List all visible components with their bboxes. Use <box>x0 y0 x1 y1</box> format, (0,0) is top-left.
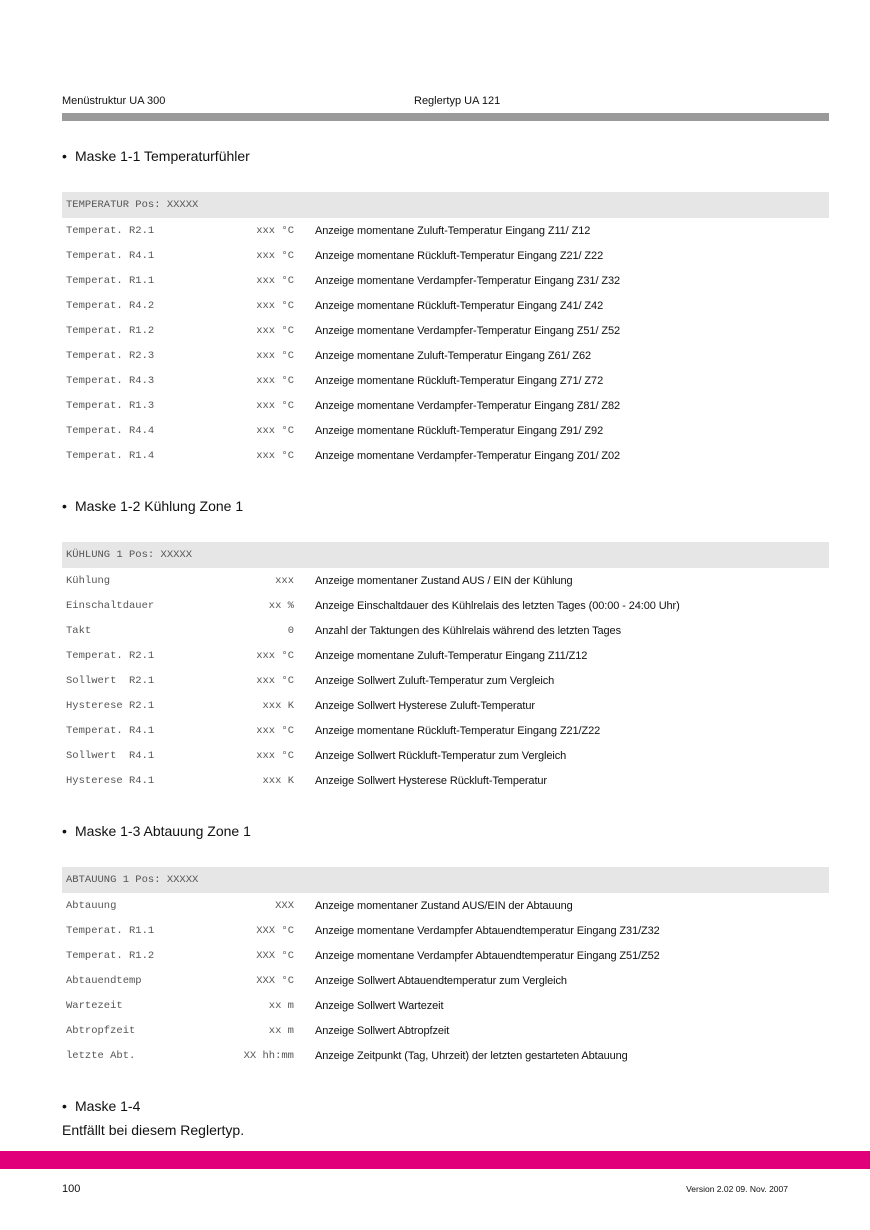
table-row <box>62 369 829 394</box>
section-title: • Maske 1-1 Temperaturfühler <box>62 148 250 164</box>
row-value: XX hh:mm <box>243 1050 294 1062</box>
table-row <box>62 894 829 919</box>
row-value: XXX °C <box>256 975 294 987</box>
row-name: Hysterese R2.1 <box>66 700 155 712</box>
row-name: Temperat. R1.2 <box>66 950 155 962</box>
row-value: xxx °C <box>256 225 294 237</box>
row-value: xxx °C <box>256 275 294 287</box>
row-name: Wartezeit <box>66 1000 123 1012</box>
table-row <box>62 569 829 594</box>
row-description: Anzeige Sollwert Wartezeit <box>315 1000 444 1012</box>
row-value: xxx °C <box>256 325 294 337</box>
row-value: xxx K <box>262 775 294 787</box>
row-description: Anzeige momentaner Zustand AUS/EIN der Abtauung <box>315 900 573 912</box>
row-name: Abtauendtemp <box>66 975 142 987</box>
header-left: Menüstruktur UA 300 <box>62 95 166 107</box>
row-name: Temperat. R1.4 <box>66 450 155 462</box>
row-name: Takt <box>66 625 92 637</box>
table-row <box>62 1044 829 1069</box>
row-description: Anzeige momentaner Zustand AUS / EIN der Kühlung <box>315 575 573 587</box>
row-value: xxx °C <box>256 750 294 762</box>
row-name: Hysterese R4.1 <box>66 775 155 787</box>
row-value: xxx °C <box>256 450 294 462</box>
table-row <box>62 1019 829 1044</box>
table-row <box>62 394 829 419</box>
row-description: Anzeige momentane Verdampfer-Temperatur Eingang Z01/ Z02 <box>315 450 621 462</box>
section-title: • Maske 1-2 Kühlung Zone 1 <box>62 498 244 514</box>
row-name: Temperat. R1.3 <box>66 400 155 412</box>
row-name: Temperat. R4.1 <box>66 725 155 737</box>
table-row <box>62 919 829 944</box>
table-row <box>62 944 829 969</box>
row-description: Anzeige Sollwert Hysterese Rückluft-Temperatur <box>315 775 547 787</box>
table-row <box>62 619 829 644</box>
table-row <box>62 219 829 244</box>
row-description: Anzeige Sollwert Abtauendtemperatur zum Vergleich <box>315 975 567 987</box>
section-title: • Maske 1-3 Abtauung Zone 1 <box>62 823 251 839</box>
row-value: xxx K <box>262 700 294 712</box>
row-name: Einschaltdauer <box>66 600 155 612</box>
section-maske-1-4 <box>62 1096 829 1138</box>
table-row <box>62 744 829 769</box>
row-name: letzte Abt. <box>66 1050 136 1062</box>
version-info: Version 2.02 09. Nov. 2007 <box>686 1184 788 1194</box>
table-row <box>62 594 829 619</box>
row-value: xxx °C <box>256 300 294 312</box>
row-description: Anzeige momentane Verdampfer-Temperatur Eingang Z81/ Z82 <box>315 400 621 412</box>
row-name: Temperat. R4.2 <box>66 300 155 312</box>
section-maske-1-2 <box>62 496 829 794</box>
row-description: Anzeige momentane Verdampfer Abtauendtemperatur Eingang Z51/Z52 <box>315 950 660 962</box>
row-description: Anzeige momentane Rückluft-Temperatur Eingang Z91/ Z92 <box>315 425 604 437</box>
row-value: xxx °C <box>256 725 294 737</box>
table-row <box>62 694 829 719</box>
table-row <box>62 419 829 444</box>
row-description: Anzeige momentane Verdampfer Abtauendtemperatur Eingang Z31/Z32 <box>315 925 660 937</box>
row-description: Anzeige momentane Zuluft-Temperatur Eingang Z11/ Z12 <box>315 225 591 237</box>
table-row <box>62 644 829 669</box>
row-description: Anzeige momentane Rückluft-Temperatur Eingang Z71/ Z72 <box>315 375 604 387</box>
row-value: xxx °C <box>256 350 294 362</box>
section-title: • Maske 1-4 <box>62 1098 141 1114</box>
section-note: Entfällt bei diesem Reglertyp. <box>62 1122 245 1138</box>
row-value: 0 <box>287 625 294 637</box>
table-header: TEMPERATUR Pos: XXXXX <box>62 192 829 218</box>
row-name: Temperat. R2.3 <box>66 350 155 362</box>
row-description: Anzeige Zeitpunkt (Tag, Uhrzeit) der letzten gestarteten Abtauung <box>315 1050 628 1062</box>
row-value: xx % <box>268 600 294 612</box>
footer-accent-bar <box>0 1151 870 1169</box>
row-name: Sollwert R4.1 <box>66 750 155 762</box>
row-description: Anzeige momentane Rückluft-Temperatur Eingang Z21/Z22 <box>315 725 601 737</box>
row-description: Anzeige momentane Zuluft-Temperatur Eingang Z61/ Z62 <box>315 350 592 362</box>
bullet-icon: • <box>62 1098 67 1114</box>
table-rows <box>62 569 829 794</box>
row-value: xxx °C <box>256 675 294 687</box>
table-row <box>62 994 829 1019</box>
row-name: Temperat. R1.1 <box>66 275 155 287</box>
table-row <box>62 444 829 469</box>
header-bar <box>62 113 829 121</box>
row-name: Temperat. R4.1 <box>66 250 155 262</box>
row-value: xxx <box>275 575 294 587</box>
row-description: Anzahl der Taktungen des Kühlrelais während des letzten Tages <box>315 625 621 637</box>
row-value: xxx °C <box>256 650 294 662</box>
row-name: Temperat. R1.1 <box>66 925 155 937</box>
bullet-icon: • <box>62 498 67 514</box>
section-maske-1-1 <box>62 146 829 469</box>
table-header: KÜHLUNG 1 Pos: XXXXX <box>62 542 829 568</box>
row-description: Anzeige Sollwert Hysterese Zuluft-Temperatur <box>315 700 535 712</box>
row-value: xx m <box>268 1000 294 1012</box>
row-value: XXX °C <box>256 925 294 937</box>
row-description: Anzeige momentane Rückluft-Temperatur Eingang Z21/ Z22 <box>315 250 604 262</box>
page-number: 100 <box>62 1183 81 1195</box>
row-description: Anzeige momentane Rückluft-Temperatur Eingang Z41/ Z42 <box>315 300 604 312</box>
table-rows <box>62 219 829 469</box>
table-row <box>62 294 829 319</box>
row-value: xxx °C <box>256 375 294 387</box>
row-value: XXX °C <box>256 950 294 962</box>
row-name: Temperat. R4.3 <box>66 375 155 387</box>
row-description: Anzeige Sollwert Zuluft-Temperatur zum Vergleich <box>315 675 555 687</box>
row-value: xxx °C <box>256 400 294 412</box>
row-description: Anzeige momentane Zuluft-Temperatur Eingang Z11/Z12 <box>315 650 588 662</box>
row-value: xx m <box>268 1025 294 1037</box>
header-center: Reglertyp UA 121 <box>414 95 501 107</box>
row-name: Sollwert R2.1 <box>66 675 155 687</box>
row-name: Abtropfzeit <box>66 1025 136 1037</box>
table-header: ABTAUUNG 1 Pos: XXXXX <box>62 867 829 893</box>
row-description: Anzeige Einschaltdauer des Kühlrelais des letzten Tages (00:00 - 24:00 Uhr) <box>315 600 680 612</box>
row-name: Temperat. R2.1 <box>66 650 155 662</box>
table-row <box>62 244 829 269</box>
table-row <box>62 269 829 294</box>
section-maske-1-3 <box>62 821 829 1069</box>
row-name: Temperat. R1.2 <box>66 325 155 337</box>
table-row <box>62 719 829 744</box>
row-value: XXX <box>275 900 294 912</box>
table-row <box>62 669 829 694</box>
table-row <box>62 319 829 344</box>
table-row <box>62 969 829 994</box>
row-description: Anzeige momentane Verdampfer-Temperatur Eingang Z31/ Z32 <box>315 275 621 287</box>
row-value: xxx °C <box>256 425 294 437</box>
row-name: Temperat. R4.4 <box>66 425 155 437</box>
table-row <box>62 344 829 369</box>
table-row <box>62 769 829 794</box>
row-name: Temperat. R2.1 <box>66 225 155 237</box>
bullet-icon: • <box>62 823 67 839</box>
row-description: Anzeige Sollwert Abtropfzeit <box>315 1025 450 1037</box>
bullet-icon: • <box>62 148 67 164</box>
row-description: Anzeige momentane Verdampfer-Temperatur Eingang Z51/ Z52 <box>315 325 621 337</box>
table-rows <box>62 894 829 1069</box>
row-name: Abtauung <box>66 900 117 912</box>
row-name: Kühlung <box>66 575 111 587</box>
row-description: Anzeige Sollwert Rückluft-Temperatur zum Vergleich <box>315 750 567 762</box>
row-value: xxx °C <box>256 250 294 262</box>
